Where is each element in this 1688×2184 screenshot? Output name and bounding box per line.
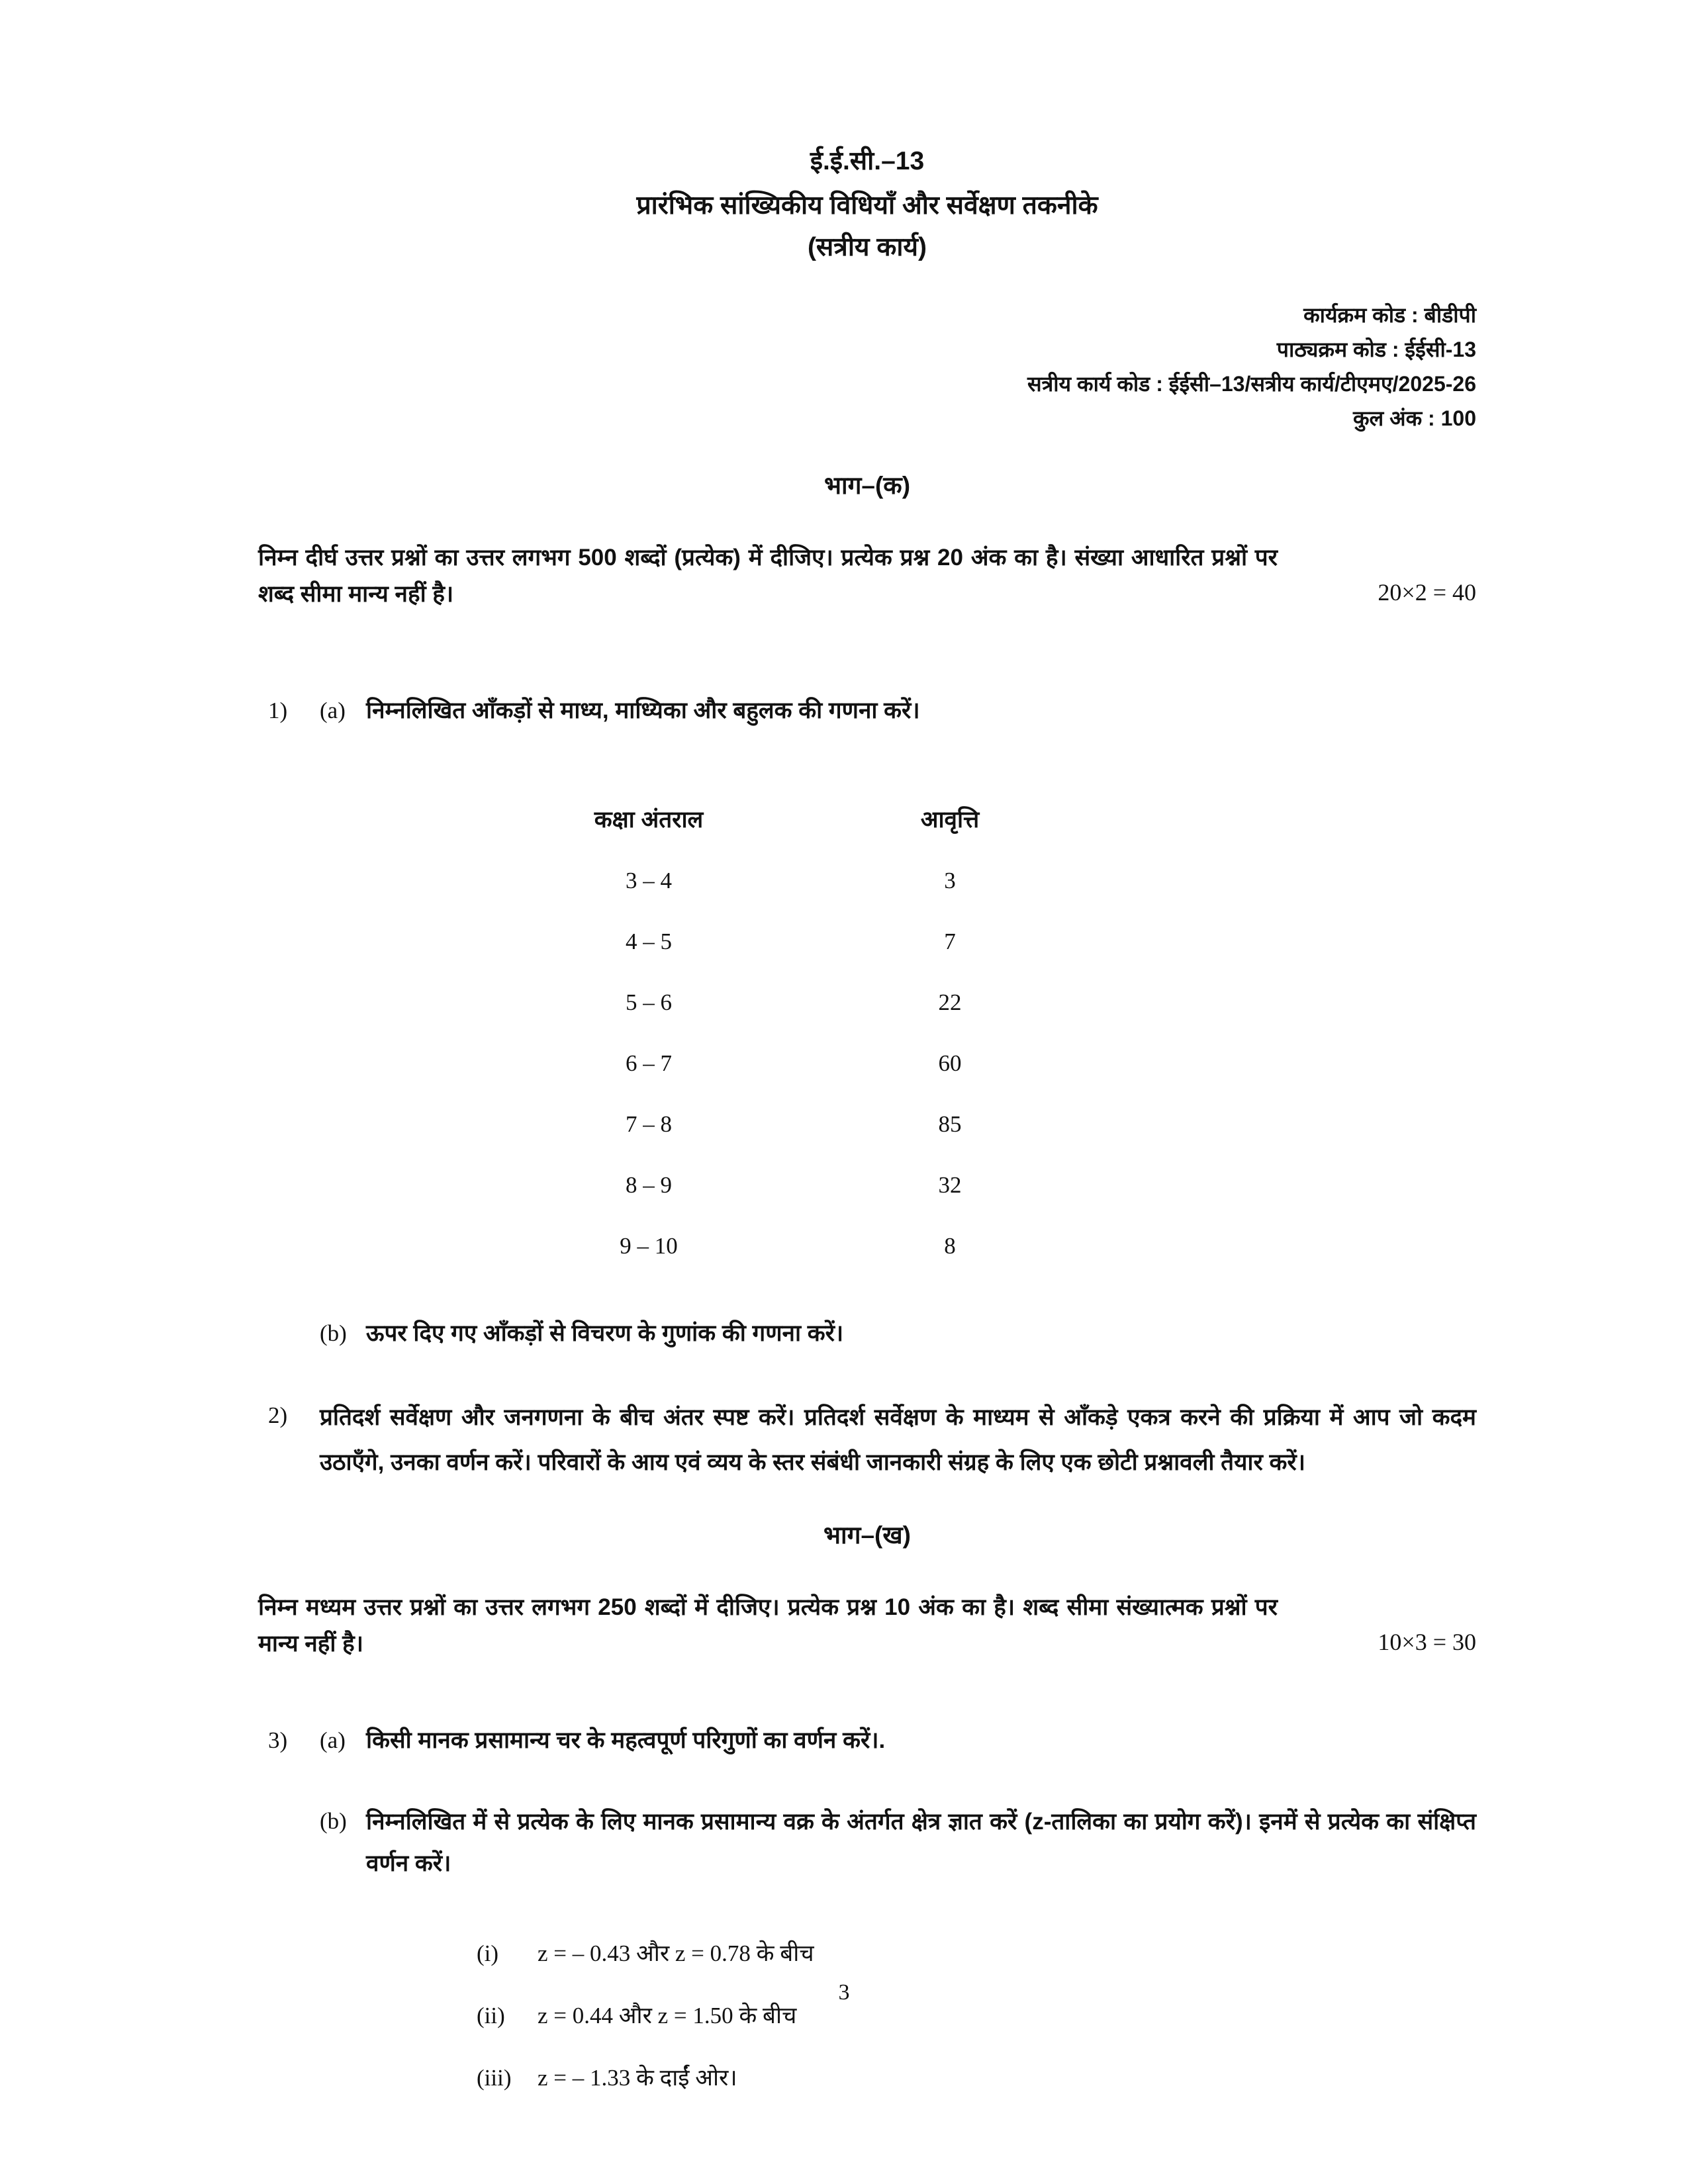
interval-cell: 8 – 9 [626, 1172, 672, 1198]
part-a-heading: भाग–(क) [823, 472, 911, 499]
item-text: z = 0.44 और z = 1.50 के बीच [538, 2003, 797, 2028]
item-text: z = – 1.33 के दाईं ओर। [538, 2065, 737, 2091]
question-1a [258, 690, 1476, 731]
program-code-line: कार्यक्रम कोड : बीडीपी [1303, 303, 1476, 327]
question-3b-text: निम्नलिखित में से प्रत्येक के लिए मानक प्रसामान्य वक्र के अंतर्गत क्षेत्र ज्ञात करें (z-तालिका का प्रयोग करें)। इनमें से प्रत्येक का संक्षिप्त वर्णन करें। [366, 1809, 1476, 1876]
course-title: प्रारंभिक सांख्यिकीय विधियाँ और सर्वेक्षण तकनीके [636, 191, 1098, 220]
question-2 [258, 1395, 1476, 1485]
interval-cell: 5 – 6 [626, 989, 672, 1015]
part-a-instructions-text: निम्न दीर्घ उत्तर प्रश्नों का उत्तर लगभग 500 शब्दों (प्रत्येक) में दीजिए। प्रत्येक प्रश्न 20 अंक का है। संख्या आधारित प्रश्नों पर शब्द सीमा मान्य नहीं है। [258, 545, 1278, 607]
frequency-header: आवृत्ति [920, 807, 980, 833]
table-row [530, 1216, 1476, 1277]
question-3b [320, 1801, 1476, 1884]
page-number: 3 [838, 1980, 850, 2005]
part-a-marks: 20×2 = 40 [1378, 579, 1476, 606]
interval-cell: 7 – 8 [626, 1111, 672, 1137]
question-2-number: 2) [268, 1402, 288, 1428]
frequency-cell: 8 [944, 1233, 956, 1259]
question-1b-text: ऊपर दिए गए आँकड़ों से विचरण के गुणांक की गणना करें। [366, 1320, 844, 1346]
table-row [530, 1094, 1476, 1155]
interval-header: कक्षा अंतराल [594, 807, 704, 833]
frequency-cell: 7 [944, 929, 956, 954]
assignment-subtitle: (सत्रीय कार्य) [807, 233, 927, 261]
question-3a-label: (a) [320, 1727, 346, 1753]
table-row [530, 850, 1476, 911]
part-a-instructions [258, 539, 1476, 612]
question-3a [258, 1720, 1476, 1761]
z-items-list [477, 1934, 1476, 2098]
part-b-instructions-text: निम्न मध्यम उत्तर प्रश्नों का उत्तर लगभग 250 शब्दों में दीजिए। प्रत्येक प्रश्न 10 अंक का है। शब्द सीमा संख्यात्मक प्रश्नों पर मान्य नहीं है। [258, 1594, 1278, 1657]
item-label: (ii) [477, 2003, 505, 2028]
interval-cell: 3 – 4 [626, 868, 672, 893]
question-3-number: 3) [268, 1727, 288, 1753]
question-3a-text: किसी मानक प्रसामान्य चर के महत्वपूर्ण परिगुणों का वर्णन करें।. [366, 1727, 886, 1753]
frequency-cell: 22 [938, 989, 962, 1015]
interval-cell: 9 – 10 [620, 1233, 678, 1259]
item-text: z = – 0.43 और z = 0.78 के बीच [538, 1940, 814, 1966]
question-3b-label: (b) [320, 1808, 347, 1834]
title-block [258, 142, 1476, 263]
interval-cell: 4 – 5 [626, 929, 672, 954]
course-code-line: पाठ्यक्रम कोड : ईईसी-13 [1276, 338, 1476, 361]
frequency-cell: 3 [944, 868, 956, 893]
meta-block [258, 298, 1476, 435]
frequency-table [530, 790, 1476, 1277]
item-label: (iii) [477, 2065, 512, 2091]
assignment-code-line: सत्रीय कार्य कोड : ईईसी–13/सत्रीय कार्य/टीएमए/2025-26 [1027, 372, 1476, 396]
frequency-cell: 60 [938, 1050, 962, 1076]
item-label: (i) [477, 1940, 499, 1966]
part-b-heading: भाग–(ख) [823, 1522, 911, 1549]
course-code-title: ई.ई.सी.–13 [810, 147, 925, 175]
question-2-text: प्रतिदर्श सर्वेक्षण और जनगणना के बीच अंतर स्पष्ट करें। प्रतिदर्श सर्वेक्षण के माध्यम से आँकड़े एकत्र करने की प्रक्रिया में आप जो कदम उठाएँगे, उनका वर्णन करें। परिवारों के आय एवं व्यय के स्तर संबंधी जानकारी संग्रह के लिए एक छोटी प्रश्नावली तैयार करें। [320, 1404, 1476, 1475]
question-1a-label: (a) [320, 698, 346, 723]
question-1b [320, 1313, 1476, 1354]
table-row [530, 972, 1476, 1033]
table-row [530, 1155, 1476, 1216]
list-item [477, 2058, 1476, 2098]
part-b-instructions [258, 1589, 1476, 1662]
table-row [530, 911, 1476, 972]
question-1b-label: (b) [320, 1320, 347, 1346]
frequency-table-header [530, 790, 1476, 850]
total-marks-line: कुल अंक : 100 [1352, 406, 1476, 430]
part-b-marks: 10×3 = 30 [1378, 1629, 1476, 1655]
frequency-cell: 85 [938, 1111, 962, 1137]
table-row [530, 1033, 1476, 1094]
interval-cell: 6 – 7 [626, 1050, 672, 1076]
question-1-number: 1) [268, 698, 288, 723]
frequency-cell: 32 [938, 1172, 962, 1198]
question-1a-text: निम्नलिखित आँकड़ों से माध्य, माध्यिका और बहुलक की गणना करें। [366, 698, 920, 723]
list-item [477, 1934, 1476, 1974]
